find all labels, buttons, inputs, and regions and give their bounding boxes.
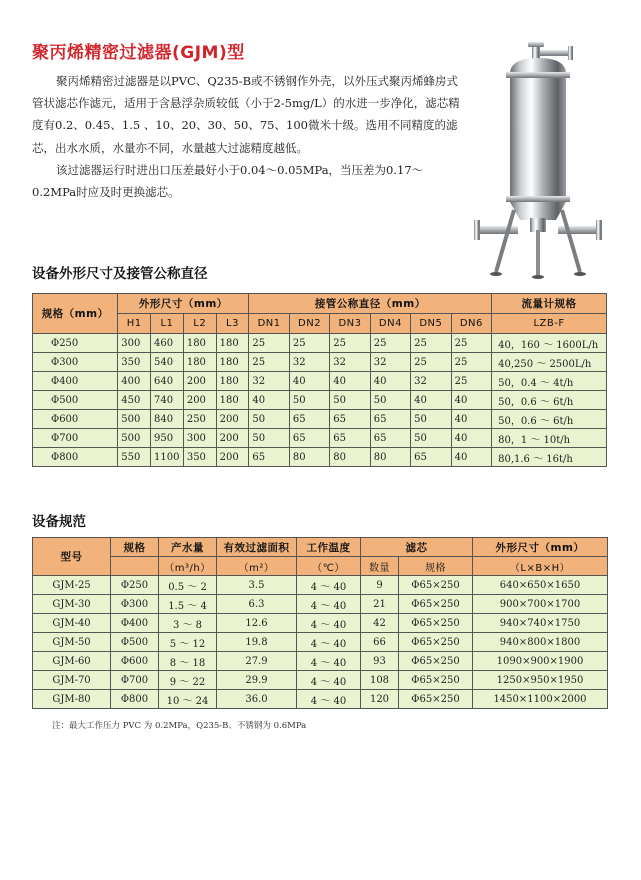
header-dn4: DN4 bbox=[370, 314, 410, 334]
table-cell: 4 ～ 40 bbox=[297, 595, 361, 614]
table-cell: 550 bbox=[118, 448, 151, 467]
table-cell: Φ700 bbox=[33, 429, 118, 448]
table-cell: 3 ～ 8 bbox=[159, 614, 217, 633]
table-cell: Φ700 bbox=[111, 671, 159, 690]
table-cell: 450 bbox=[118, 391, 151, 410]
table-cell: Φ800 bbox=[111, 690, 159, 709]
table-cell: 65 bbox=[411, 448, 451, 467]
table-cell: 50，0.6 ～ 6t/h bbox=[492, 391, 607, 410]
table-cell: 93 bbox=[361, 652, 399, 671]
header-dn1: DN1 bbox=[249, 314, 289, 334]
table-cell: 1100 bbox=[151, 448, 184, 467]
table-cell: 80 bbox=[289, 448, 329, 467]
header-water-output: 产水量 bbox=[159, 538, 217, 557]
table-cell: Φ400 bbox=[33, 372, 118, 391]
header-core-spec: 规格 bbox=[399, 557, 473, 576]
table-cell: Φ400 bbox=[111, 614, 159, 633]
table-cell: 4 ～ 40 bbox=[297, 690, 361, 709]
header-l3: L3 bbox=[216, 314, 249, 334]
table-cell: Φ250 bbox=[33, 334, 118, 353]
table-cell: 200 bbox=[216, 448, 249, 467]
table-cell: 460 bbox=[151, 334, 184, 353]
table-cell: 40 bbox=[451, 448, 491, 467]
header-spec2-blank bbox=[111, 557, 159, 576]
table-cell: GJM-25 bbox=[33, 576, 111, 595]
intro-text bbox=[32, 70, 462, 203]
table-cell: 65 bbox=[330, 429, 370, 448]
table-cell: Φ500 bbox=[111, 633, 159, 652]
table-cell: 740 bbox=[151, 391, 184, 410]
table-cell: 50 bbox=[249, 429, 289, 448]
table-cell: 19.8 bbox=[217, 633, 297, 652]
table-cell: 27.9 bbox=[217, 652, 297, 671]
section-title-specification: 设备规范 bbox=[32, 514, 86, 530]
table-cell: 540 bbox=[151, 353, 184, 372]
table-cell: 0.5 ～ 2 bbox=[159, 576, 217, 595]
table-cell: 250 bbox=[183, 410, 216, 429]
table-cell: GJM-30 bbox=[33, 595, 111, 614]
table-row bbox=[33, 448, 607, 467]
table-cell: 12.6 bbox=[217, 614, 297, 633]
table-row bbox=[33, 595, 608, 614]
table-row bbox=[33, 391, 607, 410]
header-core-qty: 数量 bbox=[361, 557, 399, 576]
table-cell: 65 bbox=[370, 429, 410, 448]
table-cell: 4 ～ 40 bbox=[297, 671, 361, 690]
table-cell: 50 bbox=[249, 410, 289, 429]
table-cell: 25 bbox=[289, 334, 329, 353]
table-cell: GJM-40 bbox=[33, 614, 111, 633]
table-row bbox=[33, 353, 607, 372]
table-cell: 180 bbox=[216, 391, 249, 410]
table-cell: Φ800 bbox=[33, 448, 118, 467]
table-cell: 80 bbox=[330, 448, 370, 467]
table-cell: GJM-50 bbox=[33, 633, 111, 652]
table-cell: 180 bbox=[216, 372, 249, 391]
table-cell: 25 bbox=[411, 353, 451, 372]
table-cell: 80 bbox=[370, 448, 410, 467]
table-cell: 300 bbox=[118, 334, 151, 353]
table-cell: 6.3 bbox=[217, 595, 297, 614]
table-cell: 1090×900×1900 bbox=[473, 652, 608, 671]
table-row bbox=[33, 429, 607, 448]
table-cell: 40，160 ～ 1600L/h bbox=[492, 334, 607, 353]
table-cell: 40 bbox=[451, 391, 491, 410]
table-cell: 40 bbox=[451, 410, 491, 429]
table-cell: 940×800×1800 bbox=[473, 633, 608, 652]
table-cell: 32 bbox=[249, 372, 289, 391]
table-cell: 180 bbox=[216, 353, 249, 372]
header-h1: H1 bbox=[118, 314, 151, 334]
header-filter-core: 滤芯 bbox=[361, 538, 473, 557]
table-cell: 25 bbox=[249, 353, 289, 372]
table-cell: 42 bbox=[361, 614, 399, 633]
table-cell: 180 bbox=[183, 334, 216, 353]
header-model: 型号 bbox=[33, 538, 111, 576]
table-cell: 5 ～ 12 bbox=[159, 633, 217, 652]
table-cell: 940×740×1750 bbox=[473, 614, 608, 633]
table-cell: 350 bbox=[118, 353, 151, 372]
table-cell: 4 ～ 40 bbox=[297, 614, 361, 633]
table-cell: Φ65×250 bbox=[399, 690, 473, 709]
table-cell: 40 bbox=[411, 391, 451, 410]
header-dn2: DN2 bbox=[289, 314, 329, 334]
table-cell: 36.0 bbox=[217, 690, 297, 709]
table-cell: 32 bbox=[289, 353, 329, 372]
filter-product-image bbox=[470, 40, 605, 280]
table-cell: 40 bbox=[249, 391, 289, 410]
table-cell: Φ65×250 bbox=[399, 671, 473, 690]
table-cell: 50 bbox=[411, 410, 451, 429]
header-area-unit: （m²） bbox=[217, 557, 297, 576]
table-cell: Φ600 bbox=[111, 652, 159, 671]
dimensions-table bbox=[32, 293, 607, 467]
table-cell: 180 bbox=[183, 353, 216, 372]
header-dn6: DN6 bbox=[451, 314, 491, 334]
table-cell: 40 bbox=[451, 429, 491, 448]
table-cell: 25 bbox=[451, 334, 491, 353]
table-cell: 50 bbox=[370, 391, 410, 410]
table-cell: 80,1.6 ～ 16t/h bbox=[492, 448, 607, 467]
table-cell: 180 bbox=[216, 334, 249, 353]
table-cell: 200 bbox=[183, 391, 216, 410]
table-row bbox=[33, 372, 607, 391]
header-flow-model: LZB-F bbox=[492, 314, 607, 334]
table-cell: 50，0.4 ～ 4t/h bbox=[492, 372, 607, 391]
header-dn5: DN5 bbox=[411, 314, 451, 334]
table-cell: 32 bbox=[411, 372, 451, 391]
table-row bbox=[33, 633, 608, 652]
table-row bbox=[33, 690, 608, 709]
header-l2: L2 bbox=[183, 314, 216, 334]
table-cell: 1450×1100×2000 bbox=[473, 690, 608, 709]
table-cell: 200 bbox=[216, 429, 249, 448]
table-cell: 25 bbox=[249, 334, 289, 353]
table-row bbox=[33, 334, 607, 353]
header-l1: L1 bbox=[151, 314, 184, 334]
table-cell: 120 bbox=[361, 690, 399, 709]
table-cell: 10 ～ 24 bbox=[159, 690, 217, 709]
intro-paragraph-1: 聚丙烯精密过滤器是以PVC、Q235-B或不锈钢作外壳，以外压式聚丙烯蜂房式管状滤芯作滤元，适用于含悬浮杂质较低（小于2-5mg/L）的水进一步净化，滤芯精度有0.2、0.45、1.5 、10、20、30、50、75、100微米十级。选用不同精度的滤芯，出水水质，水量亦不同，水量越大过滤精度越低。 bbox=[32, 74, 460, 155]
table-cell: 640×650×1650 bbox=[473, 576, 608, 595]
table-cell: 950 bbox=[151, 429, 184, 448]
table-cell: 65 bbox=[289, 429, 329, 448]
header-filter-area: 有效过滤面积 bbox=[217, 538, 297, 557]
table-cell: 25 bbox=[411, 334, 451, 353]
table-cell: 8 ～ 18 bbox=[159, 652, 217, 671]
table-cell: 500 bbox=[118, 410, 151, 429]
table-cell: 4 ～ 40 bbox=[297, 576, 361, 595]
table-cell: 500 bbox=[118, 429, 151, 448]
table-row bbox=[33, 410, 607, 429]
table-cell: Φ250 bbox=[111, 576, 159, 595]
table-cell: Φ65×250 bbox=[399, 595, 473, 614]
table-cell: 50 bbox=[411, 429, 451, 448]
table-cell: GJM-80 bbox=[33, 690, 111, 709]
header-pipe-diameter: 接管公称直径（mm） bbox=[249, 294, 492, 314]
table-cell: 50 bbox=[289, 391, 329, 410]
header-temp-unit: （℃） bbox=[297, 557, 361, 576]
table-cell: 25 bbox=[330, 334, 370, 353]
section-title-dimensions: 设备外形尺寸及接管公称直径 bbox=[32, 266, 208, 282]
intro-paragraph-2: 该过滤器运行时进出口压差最好小于0.04～0.05MPa，当压差为0.17～0.2MPa时应及时更换滤芯。 bbox=[32, 162, 424, 200]
header-size-unit: （L×B×H） bbox=[473, 557, 608, 576]
table-cell: 200 bbox=[216, 410, 249, 429]
table-cell: GJM-70 bbox=[33, 671, 111, 690]
table-cell: 400 bbox=[118, 372, 151, 391]
table-cell: 25 bbox=[451, 353, 491, 372]
header-spec2: 规格 bbox=[111, 538, 159, 557]
table-cell: 25 bbox=[451, 372, 491, 391]
table-cell: 4 ～ 40 bbox=[297, 652, 361, 671]
table-cell: Φ600 bbox=[33, 410, 118, 429]
table-cell: Φ65×250 bbox=[399, 614, 473, 633]
table-cell: 65 bbox=[249, 448, 289, 467]
table-cell: 40 bbox=[289, 372, 329, 391]
table-cell: 640 bbox=[151, 372, 184, 391]
table-cell: 40,250 ～ 2500L/h bbox=[492, 353, 607, 372]
table-cell: 65 bbox=[289, 410, 329, 429]
page-title: 聚丙烯精密过滤器(GJM)型 bbox=[32, 43, 245, 63]
table-cell: 350 bbox=[183, 448, 216, 467]
table-row bbox=[33, 652, 608, 671]
header-size: 外形尺寸（mm） bbox=[473, 538, 608, 557]
table-row bbox=[33, 614, 608, 633]
table-cell: 4 ～ 40 bbox=[297, 633, 361, 652]
table-cell: 50 bbox=[330, 391, 370, 410]
table-cell: 108 bbox=[361, 671, 399, 690]
header-spec: 规格（mm） bbox=[33, 294, 118, 334]
header-dimensions: 外形尺寸（mm） bbox=[118, 294, 249, 314]
header-water-unit: （m³/h） bbox=[159, 557, 217, 576]
table-cell: Φ65×250 bbox=[399, 576, 473, 595]
table-cell: 32 bbox=[330, 353, 370, 372]
table-cell: 1250×950×1950 bbox=[473, 671, 608, 690]
table-row bbox=[33, 671, 608, 690]
table-cell: 80，1 ～ 10t/h bbox=[492, 429, 607, 448]
table-cell: 300 bbox=[183, 429, 216, 448]
footnote: 注：最大工作压力 PVC 为 0.2MPa，Q235-B、不锈钢为 0.6MPa bbox=[52, 721, 307, 731]
table-cell: 40 bbox=[330, 372, 370, 391]
table-cell: 25 bbox=[370, 334, 410, 353]
table-cell: Φ65×250 bbox=[399, 633, 473, 652]
table-cell: Φ300 bbox=[111, 595, 159, 614]
table-cell: 66 bbox=[361, 633, 399, 652]
table-cell: 32 bbox=[370, 353, 410, 372]
table-row bbox=[33, 576, 608, 595]
table-cell: 840 bbox=[151, 410, 184, 429]
table-cell: 65 bbox=[370, 410, 410, 429]
table-cell: 50，0.6 ～ 6t/h bbox=[492, 410, 607, 429]
header-temperature: 工作温度 bbox=[297, 538, 361, 557]
table-cell: Φ300 bbox=[33, 353, 118, 372]
table-cell: 1.5 ～ 4 bbox=[159, 595, 217, 614]
table-cell: 21 bbox=[361, 595, 399, 614]
table-cell: Φ65×250 bbox=[399, 652, 473, 671]
table-cell: 40 bbox=[370, 372, 410, 391]
table-cell: 3.5 bbox=[217, 576, 297, 595]
table-cell: Φ500 bbox=[33, 391, 118, 410]
table-cell: 200 bbox=[183, 372, 216, 391]
table-cell: 9 bbox=[361, 576, 399, 595]
table-cell: 900×700×1700 bbox=[473, 595, 608, 614]
table-cell: GJM-60 bbox=[33, 652, 111, 671]
table-cell: 9 ～ 22 bbox=[159, 671, 217, 690]
header-dn3: DN3 bbox=[330, 314, 370, 334]
specification-table bbox=[32, 537, 608, 709]
table-cell: 65 bbox=[330, 410, 370, 429]
table-cell: 29.9 bbox=[217, 671, 297, 690]
header-flowmeter: 流量计规格 bbox=[492, 294, 607, 314]
